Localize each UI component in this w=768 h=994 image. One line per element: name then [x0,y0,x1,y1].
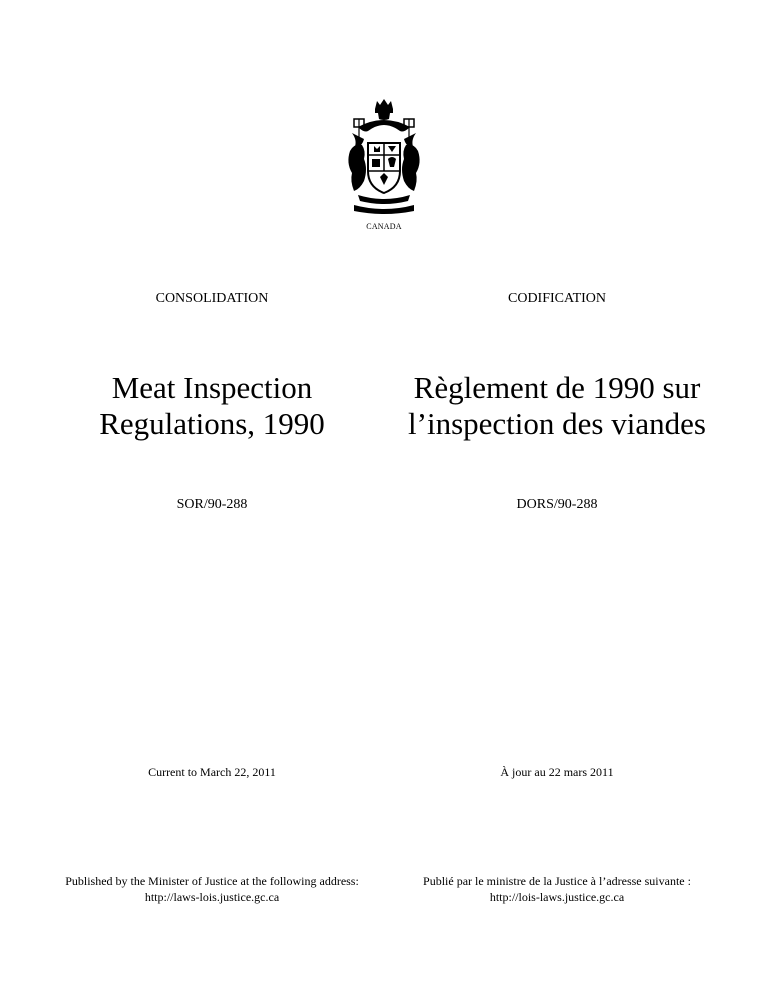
english-title-line1: Meat Inspection [111,370,313,405]
coat-of-arms-icon [344,97,424,215]
french-current-date: À jour au 22 mars 2011 [500,765,614,779]
country-label: CANADA [366,222,402,231]
french-publication-note [387,873,727,905]
english-title-line2: Regulations, 1990 [99,406,325,441]
french-title-line1: Règlement de 1990 sur [413,370,701,405]
english-publication-text: Published by the Minister of Justice at the following address: [65,874,359,888]
english-regulation-code: SOR/90-288 [176,497,248,512]
french-title [387,370,727,442]
french-title-line2: l’inspection des viandes [408,406,706,441]
english-url-link[interactable]: http://laws-lois.justice.gc.ca [144,890,280,904]
french-url-link[interactable]: http://lois-laws.justice.gc.ca [489,890,625,904]
english-publication-note [42,873,382,905]
french-publication-text: Publié par le ministre de la Justice à l’adresse suivante : [423,874,691,888]
english-current-date: Current to March 22, 2011 [148,765,276,779]
english-title [42,370,382,442]
consolidation-label: CONSOLIDATION [155,291,269,306]
french-regulation-code: DORS/90-288 [516,497,598,512]
codification-label: CODIFICATION [508,291,606,306]
